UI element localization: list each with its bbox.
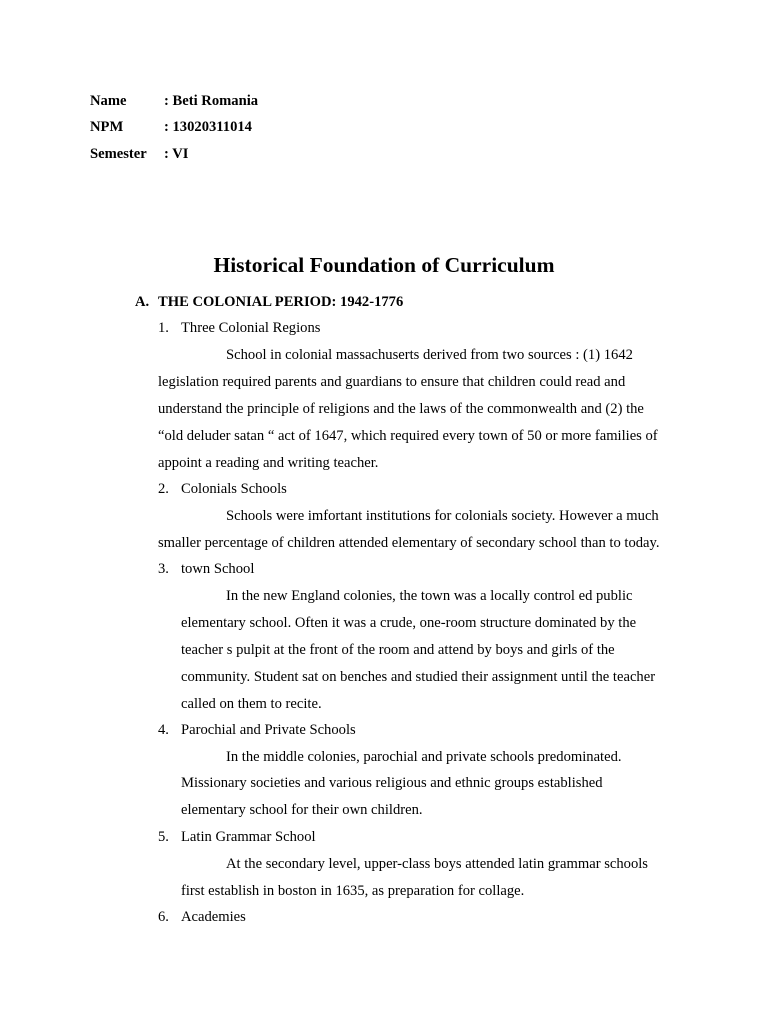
name-value: : Beti Romania [164, 93, 259, 109]
item-number: 5. [158, 829, 169, 845]
paragraph-line: School in colonial massachuserts derived from two sources : (1) 1642 [226, 347, 633, 363]
npm-label: NPM [90, 119, 124, 135]
paragraph-line: first establish in boston in 1635, as preparation for collage. [181, 883, 525, 899]
npm-value: : 13020311014 [164, 119, 252, 135]
item-number: 6. [158, 909, 169, 925]
paragraph-line: understand the principle of religions and the laws of the commonwealth and (2) the [158, 401, 644, 417]
item-number: 2. [158, 481, 169, 497]
item-number: 1. [158, 320, 169, 336]
section-letter: A. [135, 294, 150, 310]
paragraph-line: At the secondary level, upper-class boys attended latin grammar schools [226, 856, 648, 872]
item-title: Three Colonial Regions [181, 320, 321, 336]
paragraph-line: In the new England colonies, the town was a locally control ed public [226, 588, 633, 604]
paragraph-line: “old deluder satan “ act of 1647, which required every town of 50 or more families of [158, 428, 658, 444]
paragraph-line: Missionary societies and various religious and ethnic groups established [181, 775, 603, 791]
paragraph-line: Schools were imfortant institutions for colonials society. However a much [226, 508, 659, 524]
semester-value: : VI [164, 146, 189, 162]
section-heading: THE COLONIAL PERIOD: 1942-1776 [158, 294, 404, 310]
item-title: Parochial and Private Schools [181, 722, 356, 738]
semester-label: Semester [90, 146, 147, 162]
paragraph-line: community. Student sat on benches and studied their assignment until the teacher [181, 669, 656, 685]
item-title: Academies [181, 909, 246, 925]
paragraph-line: smaller percentage of children attended elementary of secondary school than to today. [158, 535, 660, 551]
paragraph-line: elementary school. Often it was a crude, one-room structure dominated by the [181, 615, 637, 631]
name-label: Name [90, 93, 127, 109]
item-title: Colonials Schools [181, 481, 287, 497]
item-number: 4. [158, 722, 169, 738]
paragraph-line: appoint a reading and writing teacher. [158, 455, 379, 471]
paragraph-line: elementary school for their own children. [181, 802, 423, 818]
document-title: Historical Foundation of Curriculum [213, 253, 555, 277]
paragraph-line: teacher s pulpit at the front of the room and attend by boys and girls of the [181, 642, 615, 658]
paragraph-line: In the middle colonies, parochial and private schools predominated. [226, 749, 622, 765]
item-title: town School [181, 561, 255, 577]
paragraph-line: legislation required parents and guardians to ensure that children could read and [158, 374, 626, 390]
item-title: Latin Grammar School [181, 829, 316, 845]
item-number: 3. [158, 561, 169, 577]
paragraph-line: called on them to recite. [181, 696, 322, 712]
